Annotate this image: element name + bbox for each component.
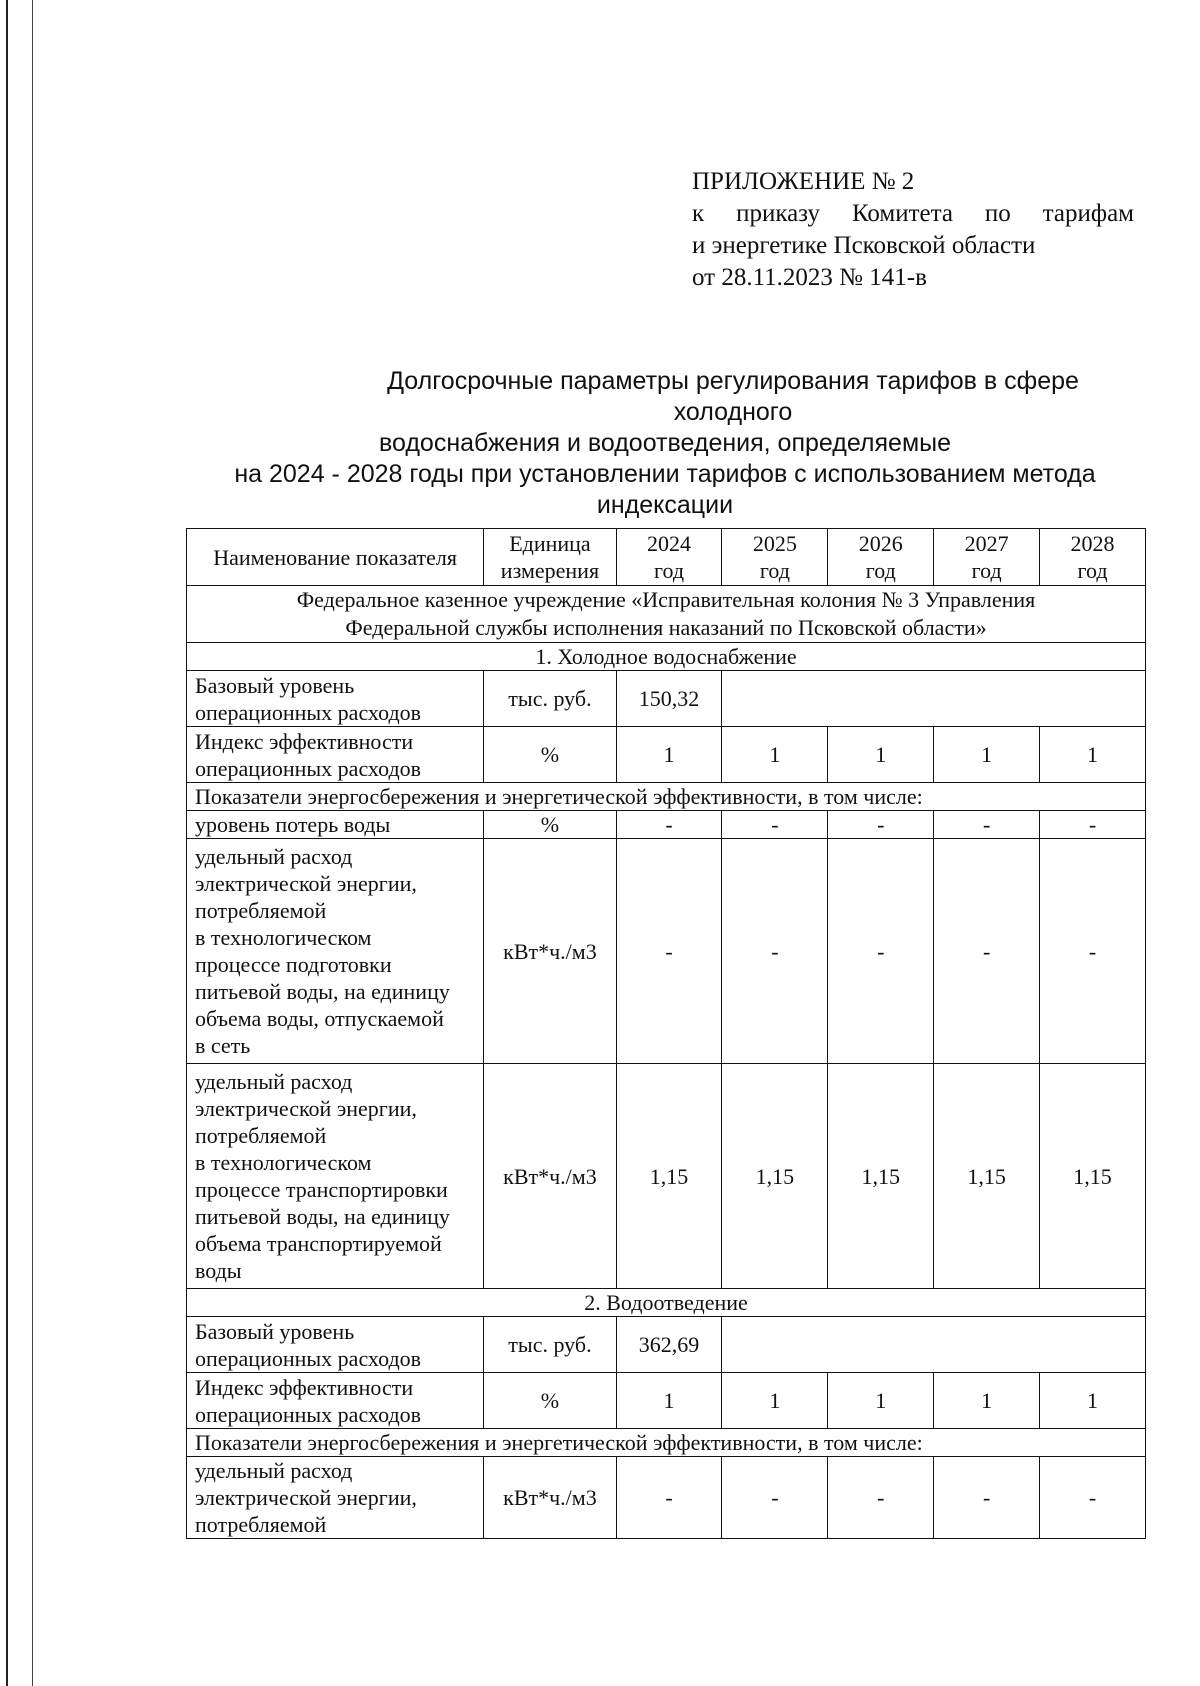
row-unit: % xyxy=(484,727,616,783)
row-value: 1 xyxy=(722,1373,828,1429)
section-2-row xyxy=(187,1289,1146,1317)
row-value: - xyxy=(1040,1457,1146,1539)
row-value: 362,69 xyxy=(616,1317,722,1373)
title-line-3: на 2024 - 2028 годы при установлении тарифов с использованием метода xyxy=(234,460,1096,488)
empty-cell xyxy=(722,1317,1146,1373)
row-value: - xyxy=(722,839,828,1064)
energy-header-row xyxy=(187,783,1146,811)
row-value: 1 xyxy=(616,727,722,783)
row-name: Базовый уровень операционных расходов xyxy=(187,1317,484,1373)
row-value: - xyxy=(828,839,934,1064)
row-value: 1 xyxy=(616,1373,722,1429)
appendix-number: ПРИЛОЖЕНИЕ № 2 xyxy=(692,168,915,195)
row-value: - xyxy=(722,811,828,839)
row-value: 1 xyxy=(828,1373,934,1429)
row-name: Индекс эффективности операционных расходов xyxy=(187,727,484,783)
row-name: удельный расход электрической энергии, потребляемой в технологическом процессе подготовки питьевой воды, на единицу объема воды, отпускаемой в сеть xyxy=(187,839,484,1064)
header-year-2024: 2024 год xyxy=(616,529,722,586)
section-1-title: 1. Холодное водоснабжение xyxy=(187,643,1146,671)
row-value: - xyxy=(616,839,722,1064)
row-unit: кВт*ч./м3 xyxy=(484,1064,616,1289)
scan-edge xyxy=(0,0,8,1686)
header-year-2026: 2026 год xyxy=(828,529,934,586)
row-name: Базовый уровень операционных расходов xyxy=(187,671,484,727)
title-line-2: водоснабжения и водоотведения, определяемые xyxy=(378,429,952,457)
row-value: 1,15 xyxy=(616,1064,722,1289)
appendix-order-ref: к приказу Комитета по тарифам xyxy=(692,200,1134,227)
row-value: - xyxy=(1040,839,1146,1064)
document-title xyxy=(190,366,1140,521)
header-year-2027: 2027 год xyxy=(934,529,1040,586)
table-row xyxy=(187,839,1146,1064)
section-2-title: 2. Водоотведение xyxy=(187,1289,1146,1317)
table-row xyxy=(187,727,1146,783)
header-year-2028: 2028 год xyxy=(1040,529,1146,586)
appendix-date: от 28.11.2023 № 141-в xyxy=(692,264,927,291)
row-value: - xyxy=(828,1457,934,1539)
title-line-4: индексации xyxy=(596,491,734,519)
row-value: 1 xyxy=(934,1373,1040,1429)
header-name: Наименование показателя xyxy=(187,529,484,586)
row-value: 1 xyxy=(1040,727,1146,783)
title-line-1: Долгосрочные параметры регулирования тарифов в сфере холодного xyxy=(387,367,1079,426)
row-unit: кВт*ч./м3 xyxy=(484,1457,616,1539)
row-unit: тыс. руб. xyxy=(484,671,616,727)
table-row xyxy=(187,1317,1146,1373)
row-value: - xyxy=(934,811,1040,839)
organization-row xyxy=(187,586,1146,643)
parameters-table xyxy=(186,528,1146,1539)
row-value: 1,15 xyxy=(1040,1064,1146,1289)
scan-edge-line xyxy=(32,0,33,1686)
row-unit: % xyxy=(484,1373,616,1429)
row-value: 150,32 xyxy=(616,671,722,727)
row-value: 1 xyxy=(1040,1373,1146,1429)
row-value: - xyxy=(934,839,1040,1064)
table-header-row xyxy=(187,529,1146,586)
appendix-header xyxy=(692,166,1134,294)
organization-name: Федеральное казенное учреждение «Исправительная колония № 3 Управления Федеральной службы исполнения наказаний по Псковской области» xyxy=(187,586,1146,643)
row-name: удельный расход электрической энергии, потребляемой xyxy=(187,1457,484,1539)
row-value: 1,15 xyxy=(934,1064,1040,1289)
header-unit: Единица измерения xyxy=(484,529,616,586)
table-row xyxy=(187,1373,1146,1429)
energy-header: Показатели энергосбережения и энергетической эффективности, в том числе: xyxy=(187,1429,1146,1457)
row-value: 1 xyxy=(934,727,1040,783)
energy-header-row xyxy=(187,1429,1146,1457)
row-value: - xyxy=(616,1457,722,1539)
energy-header: Показатели энергосбережения и энергетической эффективности, в том числе: xyxy=(187,783,1146,811)
row-value: - xyxy=(722,1457,828,1539)
row-value: - xyxy=(616,811,722,839)
row-name: уровень потерь воды xyxy=(187,811,484,839)
row-unit: % xyxy=(484,811,616,839)
table-row xyxy=(187,1064,1146,1289)
empty-cell xyxy=(722,671,1146,727)
row-value: 1,15 xyxy=(722,1064,828,1289)
row-unit: тыс. руб. xyxy=(484,1317,616,1373)
row-unit: кВт*ч./м3 xyxy=(484,839,616,1064)
row-value: - xyxy=(828,811,934,839)
row-value: 1 xyxy=(828,727,934,783)
row-name: Индекс эффективности операционных расходов xyxy=(187,1373,484,1429)
table-row xyxy=(187,1457,1146,1539)
table-row xyxy=(187,671,1146,727)
row-value: - xyxy=(934,1457,1040,1539)
appendix-committee: и энергетике Псковской области xyxy=(692,232,1036,259)
row-value: 1 xyxy=(722,727,828,783)
row-name: удельный расход электрической энергии, потребляемой в технологическом процессе транспортировки питьевой воды, на единицу объема транспортируемой воды xyxy=(187,1064,484,1289)
section-1-row xyxy=(187,643,1146,671)
header-year-2025: 2025 год xyxy=(722,529,828,586)
table-row xyxy=(187,811,1146,839)
row-value: 1,15 xyxy=(828,1064,934,1289)
row-value: - xyxy=(1040,811,1146,839)
